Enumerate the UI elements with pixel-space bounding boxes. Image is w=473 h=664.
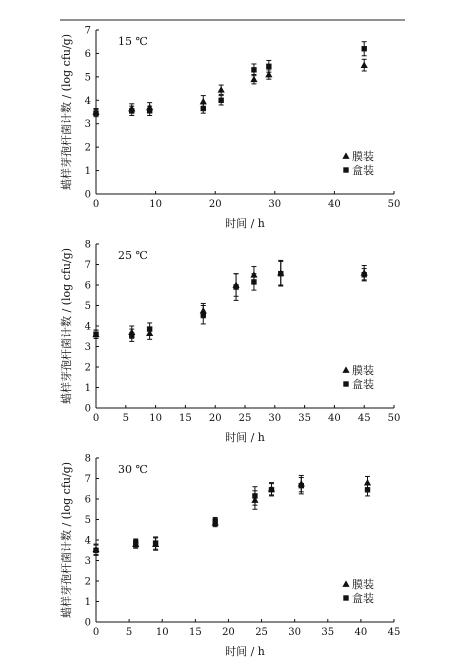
series-2 <box>93 261 367 341</box>
x-tick-label: 30 <box>288 627 302 638</box>
x-tick-label: 10 <box>149 413 162 424</box>
data-point-square <box>266 64 271 69</box>
data-point-square <box>133 540 138 545</box>
data-point-square <box>365 487 370 492</box>
x-tick-label: 5 <box>125 627 133 638</box>
x-tick-label: 50 <box>387 199 401 210</box>
y-tick-label: 1 <box>84 383 91 394</box>
y-tick-label: 6 <box>84 280 91 292</box>
x-axis-label: 时间 / h <box>225 217 265 230</box>
y-tick-label: 5 <box>84 301 91 312</box>
x-tick-label: 40 <box>328 413 341 424</box>
x-tick-label: 15 <box>179 413 192 424</box>
data-point-square <box>233 284 238 289</box>
legend-label-box: 盒装 <box>352 378 374 391</box>
y-tick-label: 1 <box>84 597 91 608</box>
series-1 <box>92 260 367 339</box>
data-point-square <box>218 98 223 103</box>
y-tick-label: 0 <box>84 403 91 415</box>
x-tick-label: 40 <box>328 199 341 210</box>
x-tick-label: 45 <box>357 413 371 424</box>
chart-panel-1 <box>59 26 400 231</box>
y-tick-label: 3 <box>84 342 91 353</box>
legend-marker-triangle <box>342 152 349 158</box>
series-1 <box>92 59 367 115</box>
data-point-square <box>251 279 256 284</box>
data-point-square <box>269 487 274 492</box>
data-point-square <box>251 67 256 72</box>
x-tick-label: 20 <box>208 199 222 210</box>
y-tick-label: 2 <box>84 142 91 154</box>
data-point-triangle <box>361 62 368 68</box>
y-tick-label: 4 <box>84 95 91 107</box>
x-tick-label: 35 <box>298 413 311 424</box>
legend-label-box: 盒装 <box>352 164 374 177</box>
y-tick-label: 3 <box>84 556 91 567</box>
y-tick-label: 4 <box>84 535 91 547</box>
x-tick-label: 25 <box>255 627 268 638</box>
data-point-square <box>93 110 98 115</box>
y-tick-label: 2 <box>84 362 91 374</box>
data-point-square <box>201 312 206 317</box>
legend-marker-triangle <box>342 580 349 586</box>
x-tick-label: 10 <box>155 627 169 638</box>
y-tick-label: 3 <box>84 119 91 131</box>
legend-label-film: 膜装 <box>352 150 374 163</box>
x-axis-label: 时间 / h <box>225 431 265 444</box>
x-tick-label: 0 <box>92 413 100 424</box>
data-point-triangle <box>218 86 225 92</box>
x-tick-label: 0 <box>92 627 100 638</box>
legend-label-film: 膜装 <box>352 578 374 591</box>
x-tick-label: 25 <box>238 413 252 424</box>
x-tick-label: 20 <box>208 413 222 424</box>
x-axis-label: 时间 / h <box>225 645 265 658</box>
x-tick-label: 20 <box>222 627 235 638</box>
series-2 <box>93 42 367 117</box>
y-tick-label: 8 <box>84 239 91 251</box>
data-point-square <box>129 333 134 338</box>
legend-label-film: 膜装 <box>352 364 374 377</box>
panel-label: 15 ℃ <box>118 35 148 48</box>
data-point-square <box>278 271 283 276</box>
chart-panel-2 <box>59 240 400 445</box>
y-axis-label: 蜡样芽孢杆菌计数 / (log cfu/g) <box>60 461 73 619</box>
data-point-square <box>201 106 206 111</box>
data-point-square <box>252 493 257 498</box>
x-tick-label: 10 <box>149 199 162 210</box>
legend-label-box: 盒装 <box>352 592 374 605</box>
data-point-square <box>362 272 367 277</box>
chart-panel-3 <box>59 454 400 659</box>
y-tick-label: 5 <box>84 72 91 84</box>
y-tick-label: 4 <box>84 321 91 333</box>
x-tick-label: 0 <box>92 199 100 210</box>
x-tick-label: 15 <box>188 627 202 638</box>
legend-marker-triangle <box>342 366 349 372</box>
data-point-square <box>213 519 218 524</box>
x-tick-label: 5 <box>122 413 129 424</box>
y-tick-label: 0 <box>84 189 91 201</box>
legend-marker-square <box>343 167 348 172</box>
data-point-square <box>147 326 152 331</box>
data-point-square <box>93 548 98 553</box>
legend-marker-square <box>343 381 348 386</box>
y-tick-label: 7 <box>84 25 91 37</box>
panel-label: 25 ℃ <box>118 249 148 262</box>
data-point-square <box>93 332 98 337</box>
data-point-square <box>362 46 367 51</box>
y-tick-label: 6 <box>84 494 91 506</box>
y-tick-label: 8 <box>84 453 91 465</box>
panel-label: 30 ℃ <box>118 463 148 476</box>
data-point-triangle <box>250 76 257 82</box>
legend-marker-square <box>343 595 348 600</box>
x-tick-label: 40 <box>354 627 368 638</box>
data-point-square <box>153 540 158 545</box>
x-tick-label: 35 <box>321 627 335 638</box>
y-tick-label: 7 <box>84 260 91 271</box>
x-tick-label: 50 <box>387 413 401 424</box>
y-axis-label: 蜡样芽孢杆菌计数 / (log cfu/g) <box>60 247 73 405</box>
data-point-square <box>129 108 134 113</box>
x-tick-label: 30 <box>268 413 282 424</box>
y-tick-label: 5 <box>84 515 91 526</box>
x-tick-label: 30 <box>268 199 282 210</box>
data-point-square <box>147 108 152 113</box>
data-point-square <box>299 483 304 488</box>
series-2 <box>93 477 370 555</box>
y-tick-label: 7 <box>84 474 91 485</box>
x-tick-label: 45 <box>387 627 401 638</box>
y-tick-label: 1 <box>84 166 91 178</box>
y-axis-label: 蜡样芽孢杆菌计数 / (log cfu/g) <box>60 33 73 191</box>
y-tick-label: 6 <box>84 48 91 60</box>
y-tick-label: 2 <box>84 576 91 588</box>
y-tick-label: 0 <box>84 617 91 629</box>
